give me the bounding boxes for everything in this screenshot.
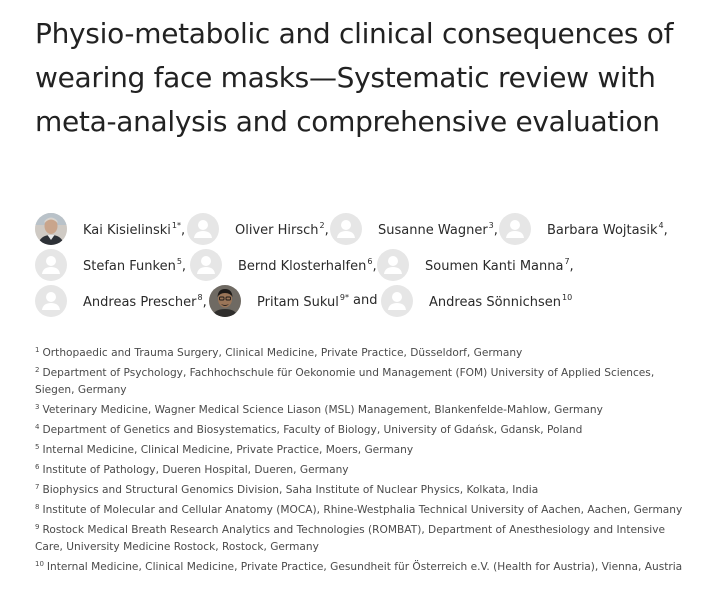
author-row [35,212,715,248]
affiliation-item: $^5$ Internal Medicine, Clinical Medicine, Private Practice, Moers, Germany [35,443,414,456]
user-placeholder-icon[interactable] [35,285,67,317]
affiliation-item: $^1$ Orthopaedic and Trauma Surgery, Clinical Medicine, Private Practice, Düsseldorf, Germany [35,346,523,359]
affiliation-item: $^3$ Veterinary Medicine, Wagner Medical Science Liason (MSL) Management, Blankenfelde-Mahlow, Germany [35,403,603,416]
affiliation-list [35,342,695,576]
author-name[interactable]: Stefan Funken$^5$, [83,257,187,274]
affiliation-item: $^8$ Institute of Molecular and Cellular Anatomy (MOCA), Rhine-Westphalia Technical University of Aachen, Aachen, Germany [35,503,683,516]
author-name[interactable]: Oliver Hirsch$^2$, [235,221,329,238]
author-list [35,212,715,320]
author-name[interactable]: Bernd Klosterhalfen$^6$, [238,257,377,274]
author-name[interactable]: Pritam Sukul$^{9*}$ [257,293,349,310]
author-name[interactable]: Soumen Kanti Manna$^7$, [425,257,574,274]
affiliation-item: $^4$ Department of Genetics and Biosystematics, Faculty of Biology, University of Gdańsk, Gdansk, Poland [35,423,583,436]
author-name[interactable]: Barbara Wojtasik$^4$, [547,221,668,238]
author-name[interactable]: Kai Kisielinski$^{1*}$, [83,221,186,238]
author-name[interactable]: Andreas Sönnichsen$^{10}$ [429,293,573,310]
user-placeholder-icon[interactable] [377,249,409,281]
affiliation-item: $^9$ Rostock Medical Breath Research Analytics and Technologies (ROMBAT), Department of Anesthesiology and Intensive Care, University Medicine Rostock, Rostock, Germany [35,523,665,553]
author-photo-avatar[interactable] [35,213,67,245]
user-placeholder-icon[interactable] [190,249,222,281]
author-name[interactable]: Susanne Wagner$^3$, [378,221,498,238]
author-row [35,248,715,284]
and-conjunction: and [353,293,378,308]
affiliation-item: $^2$ Department of Psychology, Fachhochschule für Oekonomie und Management (FOM) University of Applied Sciences, Siegen, Germany [35,366,655,396]
user-placeholder-icon[interactable] [381,285,413,317]
user-placeholder-icon[interactable] [187,213,219,245]
article-title: Physio-metabolic and clinical consequences of wearing face masks—Systematic review with meta-analysis and comprehensive evaluation [35,17,674,138]
author-name[interactable]: Andreas Prescher$^8$, [83,293,207,310]
user-placeholder-icon[interactable] [499,213,531,245]
affiliation-item: $^6$ Institute of Pathology, Dueren Hospital, Dueren, Germany [35,463,349,476]
user-placeholder-icon[interactable] [330,213,362,245]
affiliation-item: $^{10}$ Internal Medicine, Clinical Medicine, Private Practice, Gesundheit für Österreich e.V. (Health for Austria), Vienna, Austria [35,560,683,573]
author-photo-avatar[interactable] [209,285,241,317]
affiliation-item: $^7$ Biophysics and Structural Genomics Division, Saha Institute of Nuclear Physics, Kolkata, India [35,483,539,496]
author-row [35,284,715,320]
user-placeholder-icon[interactable] [35,249,67,281]
